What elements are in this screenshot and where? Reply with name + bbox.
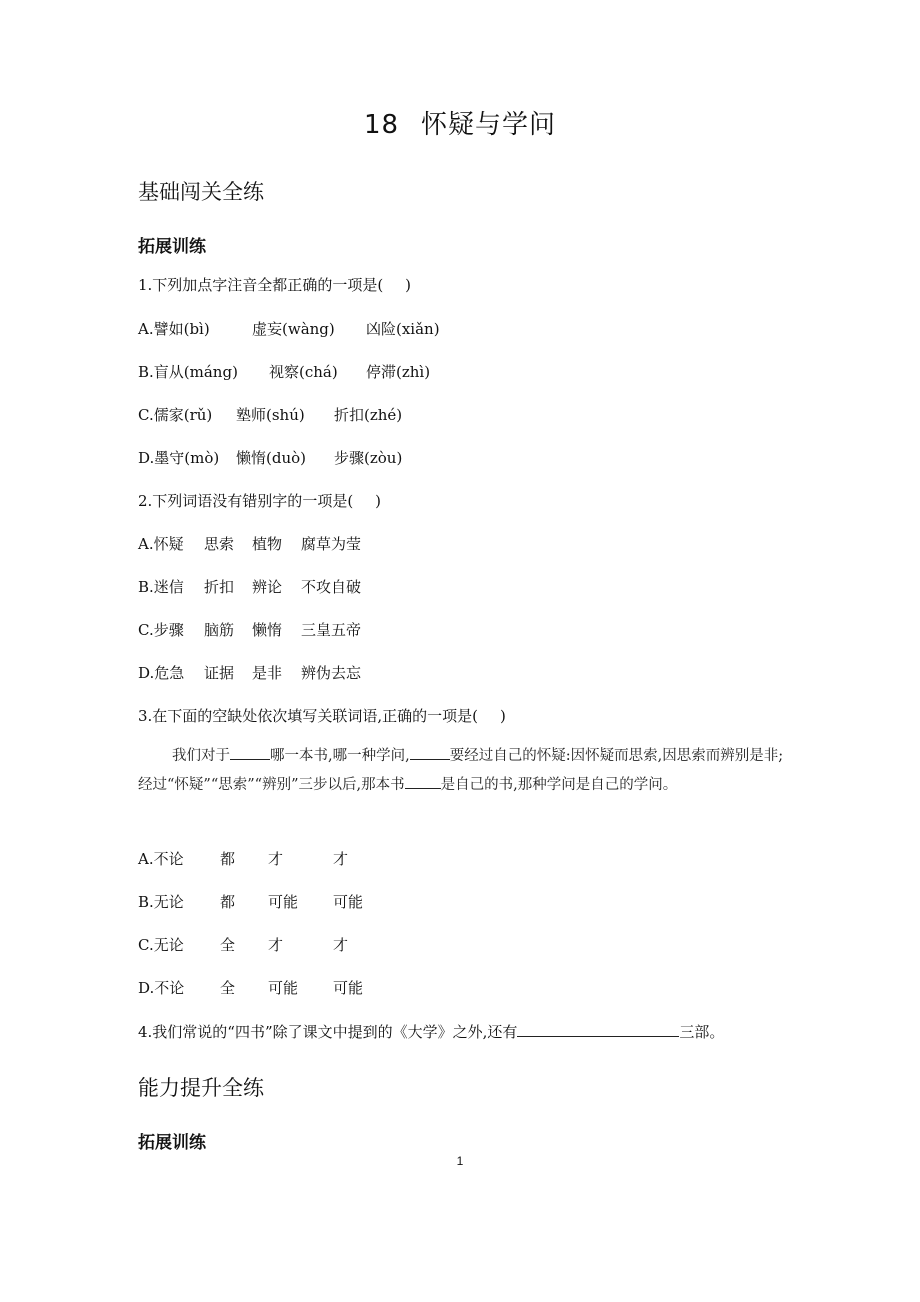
option-text: 才 (268, 936, 284, 954)
option-text: 植物 (252, 535, 283, 553)
question-close-paren: ) (405, 276, 412, 294)
subsection-heading-advanced: 拓展训练 (138, 1133, 206, 1153)
question-2-option-a (138, 534, 361, 554)
option-text: 全 (220, 936, 236, 954)
page-number: 1 (456, 1154, 464, 1168)
passage-text: 哪一本书,哪一种学问, (270, 748, 410, 764)
option-text: 视察(chá) (269, 363, 338, 381)
option-text: 都 (220, 893, 236, 911)
option-text: 辨论 (252, 578, 283, 596)
option-text: D.危急 (138, 664, 185, 682)
option-text: 才 (268, 850, 284, 868)
passage-text: 要经过自己的怀疑:因怀疑而思索,因思索而辨别是非;经过“怀疑”“思索”“辨别”三步以后,那本书 (138, 748, 784, 793)
option-text: C.步骤 (138, 621, 184, 639)
page-title (0, 104, 920, 141)
question-1-option-c (138, 405, 402, 425)
option-text: 才 (333, 850, 349, 868)
option-text: 可能 (333, 893, 364, 911)
lesson-number: 18 (363, 110, 400, 140)
option-text: 折扣 (204, 578, 235, 596)
option-text: 停滞(zhì) (366, 363, 431, 381)
option-text: A.譬如(bì) (138, 320, 210, 338)
option-text: 腐草为莹 (301, 535, 362, 553)
question-4-text-end: 三部。 (679, 1023, 725, 1041)
option-text: C.无论 (138, 936, 184, 954)
option-text: 证据 (204, 664, 235, 682)
option-text: B.无论 (138, 893, 184, 911)
option-text: 虚妄(wàng) (252, 320, 335, 338)
question-1-option-d (138, 448, 402, 468)
option-text: 都 (220, 850, 236, 868)
option-text: 塾师(shú) (236, 406, 305, 424)
option-text: B.盲从(máng) (138, 363, 238, 381)
question-3-option-a (138, 849, 348, 869)
subsection-heading-basic: 拓展训练 (138, 237, 206, 257)
question-close-paren: ) (499, 707, 506, 725)
question-3-option-d (138, 978, 363, 998)
question-stem-text: 3.在下面的空缺处依次填写关联词语,正确的一项是( (138, 707, 478, 725)
question-3-option-c (138, 935, 348, 955)
lesson-title: 怀疑与学问 (421, 110, 557, 140)
option-text: 凶险(xiǎn) (366, 320, 440, 338)
question-2-option-c (138, 620, 361, 640)
fill-blank-3 (405, 774, 441, 789)
option-text: 辨伪去忘 (301, 664, 362, 682)
option-text: D.不论 (138, 979, 185, 997)
option-text: D.墨守(mò) (138, 449, 220, 467)
fill-blank-1 (230, 745, 270, 760)
question-4-text: 4.我们常说的“四书”除了课文中提到的《大学》之外,还有 (138, 1023, 518, 1041)
option-text: 思索 (204, 535, 235, 553)
question-close-paren: ) (375, 492, 382, 510)
option-text: 可能 (268, 893, 299, 911)
question-3-option-b (138, 892, 363, 912)
question-1-option-a (138, 319, 440, 339)
passage-text: 是自己的书,那种学问是自己的学问。 (440, 777, 678, 793)
question-4 (138, 1022, 724, 1042)
question-1-option-b (138, 362, 430, 382)
option-text: 懒惰 (252, 621, 283, 639)
fill-blank-2 (410, 745, 450, 760)
option-text: 懒惰(duò) (236, 449, 306, 467)
option-text: C.儒家(rǔ) (138, 406, 213, 424)
option-text: 全 (220, 979, 236, 997)
option-text: 才 (333, 936, 349, 954)
question-stem-text: 2.下列词语没有错别字的一项是( (138, 492, 354, 510)
question-2-stem (138, 491, 381, 511)
question-2-option-b (138, 577, 361, 597)
option-text: 三皇五帝 (301, 621, 362, 639)
option-text: 脑筋 (204, 621, 235, 639)
option-text: 可能 (333, 979, 364, 997)
option-text: A.怀疑 (138, 535, 184, 553)
section-heading-basic: 基础闯关全练 (138, 180, 264, 204)
option-text: 折扣(zhé) (334, 406, 403, 424)
question-1-stem (138, 275, 411, 295)
option-text: 不攻自破 (301, 578, 362, 596)
option-text: 可能 (268, 979, 299, 997)
option-text: B.迷信 (138, 578, 184, 596)
question-3-stem (138, 706, 506, 726)
option-text: A.不论 (138, 850, 184, 868)
option-text: 步骤(zòu) (334, 449, 403, 467)
question-3-passage (138, 742, 784, 800)
question-2-option-d (138, 663, 361, 683)
option-text: 是非 (252, 664, 283, 682)
fill-blank-answer (517, 1022, 679, 1037)
section-heading-advanced: 能力提升全练 (138, 1076, 264, 1100)
passage-text: 我们对于 (172, 748, 230, 764)
question-stem-text: 1.下列加点字注音全都正确的一项是( (138, 276, 384, 294)
